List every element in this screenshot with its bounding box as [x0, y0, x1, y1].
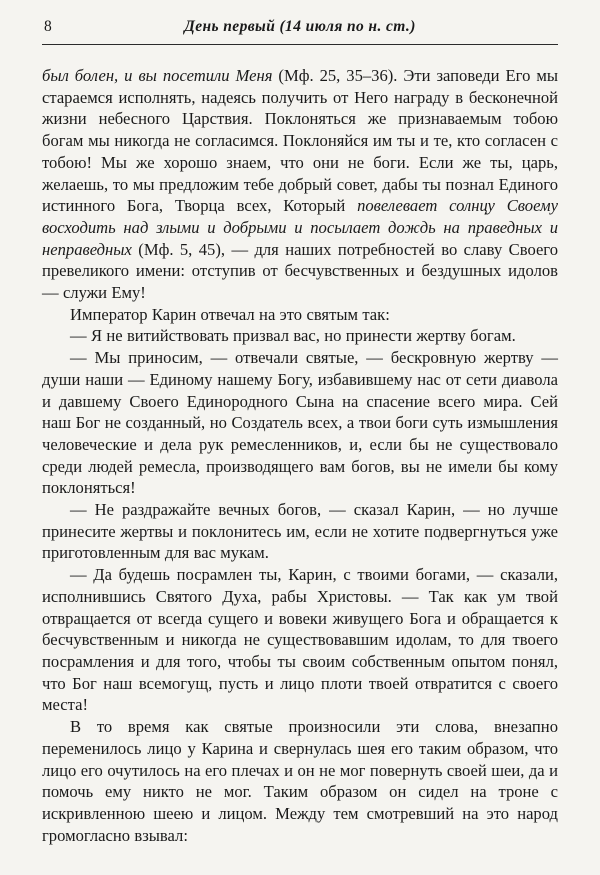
paragraph [42, 499, 558, 564]
header-rule [42, 44, 558, 45]
text-run: (Мф. 5, 45), — для наших потребностей во славу Своего превеликого имени: отступив от бесчувственных и бездушных идолов — служи Ему! [42, 239, 558, 303]
page-header [42, 16, 558, 40]
running-header-title: День первый (14 июля по н. ст.) [184, 18, 416, 35]
paragraph [42, 716, 558, 846]
page-body [42, 65, 558, 846]
paragraph [42, 304, 558, 326]
text-run: — Мы приносим, — отвечали святые, — бескровную жертву — души наши — Единому нашему Богу, избавившему нас от сети диавола и давшему Своего Единородного Сына на спасение всего мира. Сей наш Бог не созданный, но Создатель всех, а твои боги суть измышления человеческие и дела рук ремесленников, и, если бы не существовало среди людей ремесла, производящего вам богов, вы не имели бы кому поклоняться! [42, 348, 558, 498]
scripture-quote: был болен, и вы посетили Меня [42, 66, 273, 85]
text-run: — Не раздражайте вечных богов, — сказал Карин, — но лучше принесите жертвы и поклонитесь им, если не хотите подвергнуться уже приготовленным для вас мукам. [42, 500, 558, 563]
text-run: Император Карин отвечал на это святым так: [70, 304, 390, 324]
paragraph [42, 347, 558, 499]
text-run: В то время как святые произносили эти слова, внезапно переменилось лицо у Карина и свернулась шея его таким образом, что лицо его очутилось на его плечах и он не мог повернуть своей шеи, да и помочь ему никто не мог. Таким образом он сидел на троне с искривленною шеею и лицом. Между тем смотревший на это народ громогласно взывал: [42, 717, 558, 845]
paragraph [42, 564, 558, 716]
text-run: — Я не витийствовать призвал вас, но принести жертву богам. [70, 326, 516, 346]
paragraph [42, 325, 558, 347]
text-run: (Мф. 25, 35–36). Эти заповеди Его мы стараемся исполнять, надеясь получить от Него награду в бесконечной жизни небесного Царствия. Поклоняться же признаваемым тобою богам мы никогда не согласимся. Поклоняйся им ты и те, кто согласен с тобою! Мы же хорошо знаем, что они не боги. Если же ты, царь, желаешь, то мы предложим тебе добрый совет, дабы ты познал Единого истинного Бога, Творца всех, Который [42, 66, 558, 216]
paragraph [42, 65, 558, 304]
scripture-quote: повелевает солнцу Своему восходить над злыми и добрыми и посылает дождь на праведных и неправедных [42, 196, 558, 259]
page-number: 8 [44, 18, 52, 35]
text-run: — Да будешь посрамлен ты, Карин, с твоими богами, — сказали, исполнившись Святого Духа, рабы Христовы. — Так как ум твой отвращается от всегда сущего и вовеки живущего Бога и обращается к бесчувственным и никогда не существовавшим идолам, то для твоего посрамления и для того, чтобы ты своим собственным опытом понял, что Бог наш всемогущ, пусть и лицо плоти твоей отвратится с своего места! [42, 565, 558, 715]
